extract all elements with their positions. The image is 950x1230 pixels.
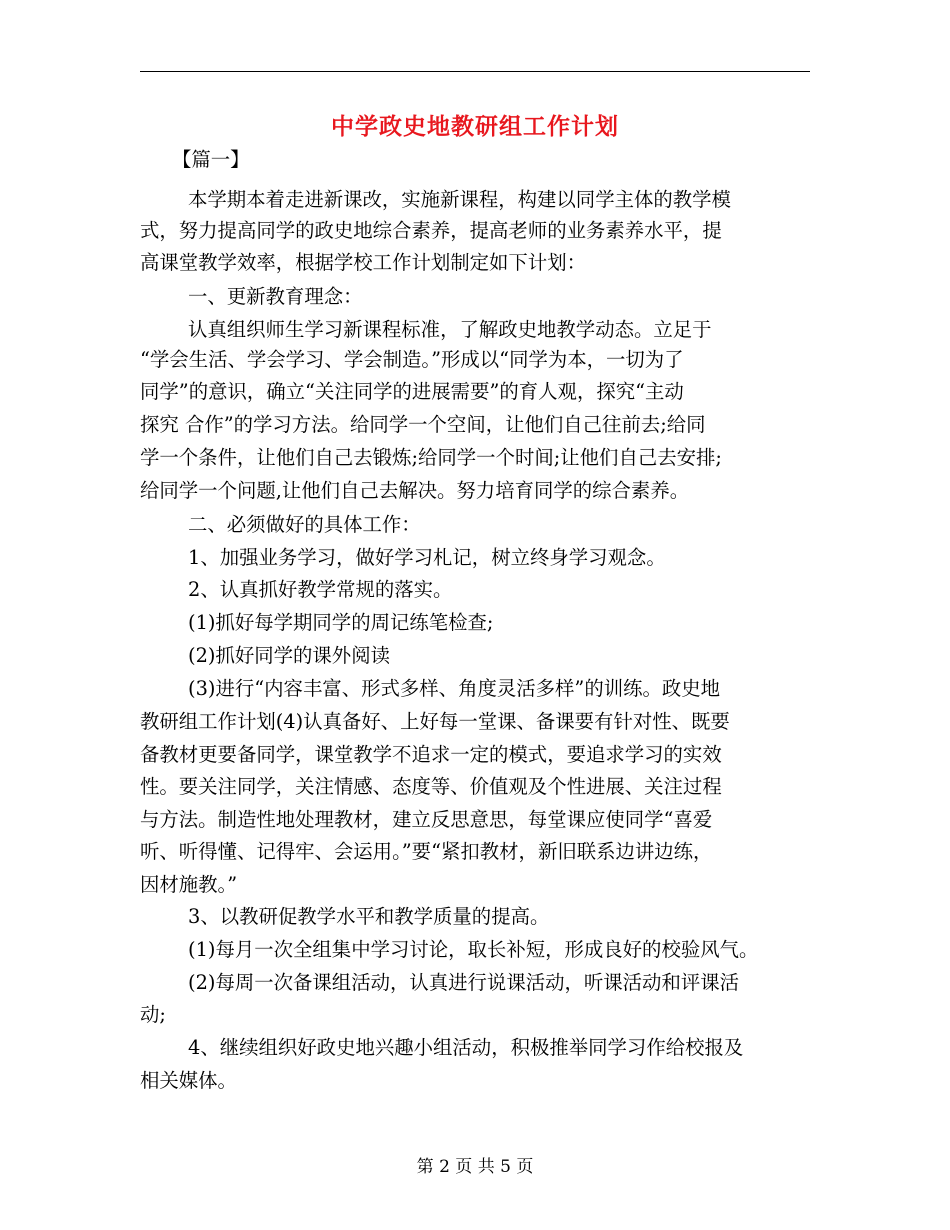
paragraph-line: 探究 合作”的学习方法。给同学一个空间，让他们自己往前去;给同 — [140, 413, 706, 436]
page-title: 中学政史地教研组工作计划 — [331, 113, 619, 140]
paragraph-line: 给同学一个问题,让他们自己去解决。努力培育同学的综合素养。 — [140, 479, 690, 502]
list-item: 1、加强业务学习，做好学习札记，树立终身学习观念。 — [188, 546, 666, 569]
header-rule — [140, 71, 810, 72]
list-item: 3、以教研促教学水平和教学质量的提高。 — [188, 905, 550, 928]
paragraph-line: 因材施教。” — [140, 873, 238, 896]
list-item: (1)抓好每学期同学的周记练笔检查; — [188, 611, 494, 634]
section-heading: 一、更新教育理念： — [188, 285, 363, 308]
paragraph-line: 教研组工作计划(4)认真备好、上好每一堂课、备课要有针对性、既要 — [140, 710, 730, 733]
page-footer: 第 2 页 共 5 页 — [416, 1157, 534, 1177]
list-item: (1)每月一次全组集中学习讨论，取长补短，形成良好的校验风气。 — [188, 938, 759, 961]
paragraph-line: 动; — [140, 1003, 166, 1026]
paragraph-line: 性。要关注同学，关注情感、态度等、价值观及个性进展、关注过程 — [140, 775, 722, 798]
paragraph-line: 式，努力提高同学的政史地综合素养，提高老师的业务素养水平，提 — [140, 219, 722, 242]
paragraph-line: 高课堂教学效率，根据学校工作计划制定如下计划： — [140, 251, 586, 274]
list-item: (3)进行“内容丰富、形式多样、角度灵活多样”的训练。政史地 — [188, 677, 721, 700]
paragraph-line: 听、听得懂、记得牢、会运用。”要“紧扣教材，新旧联系边讲边练， — [140, 840, 713, 863]
paragraph-line: 相关媒体。 — [140, 1069, 237, 1092]
paragraph-line: 学一个条件，让他们自己去锻炼;给同学一个时间;让他们自己去安排; — [140, 446, 722, 469]
paragraph-line: 本学期本着走进新课改，实施新课程，构建以同学主体的教学模 — [188, 188, 731, 211]
list-item: (2)抓好同学的课外阅读 — [188, 644, 390, 667]
list-item: 2、认真抓好教学常规的落实。 — [188, 578, 453, 601]
list-item: 4、继续组织好政史地兴趣小组活动，积极推举同学习作给校报及 — [188, 1036, 744, 1059]
paragraph-line: 认真组织师生学习新课程标准，了解政史地教学动态。立足于 — [188, 318, 712, 341]
list-item: (2)每周一次备课组活动，认真进行说课活动，听课活动和评课活 — [188, 971, 740, 994]
paragraph-line: 同学”的意识，确立“关注同学的进展需要”的育人观，探究“主动 — [140, 380, 684, 403]
paragraph-line: 备教材更要备同学，课堂教学不追求一定的模式，要追求学习的实效 — [140, 743, 722, 766]
paragraph-line: “学会生活、学会学习、学会制造。”形成以“同学为本，一切为了 — [140, 348, 684, 371]
paragraph-line: 与方法。制造性地处理教材，建立反思意思，每堂课应使同学“喜爱 — [140, 808, 713, 831]
section-heading: 二、必须做好的具体工作： — [188, 513, 421, 536]
section-heading: 【篇一】 — [172, 148, 250, 171]
